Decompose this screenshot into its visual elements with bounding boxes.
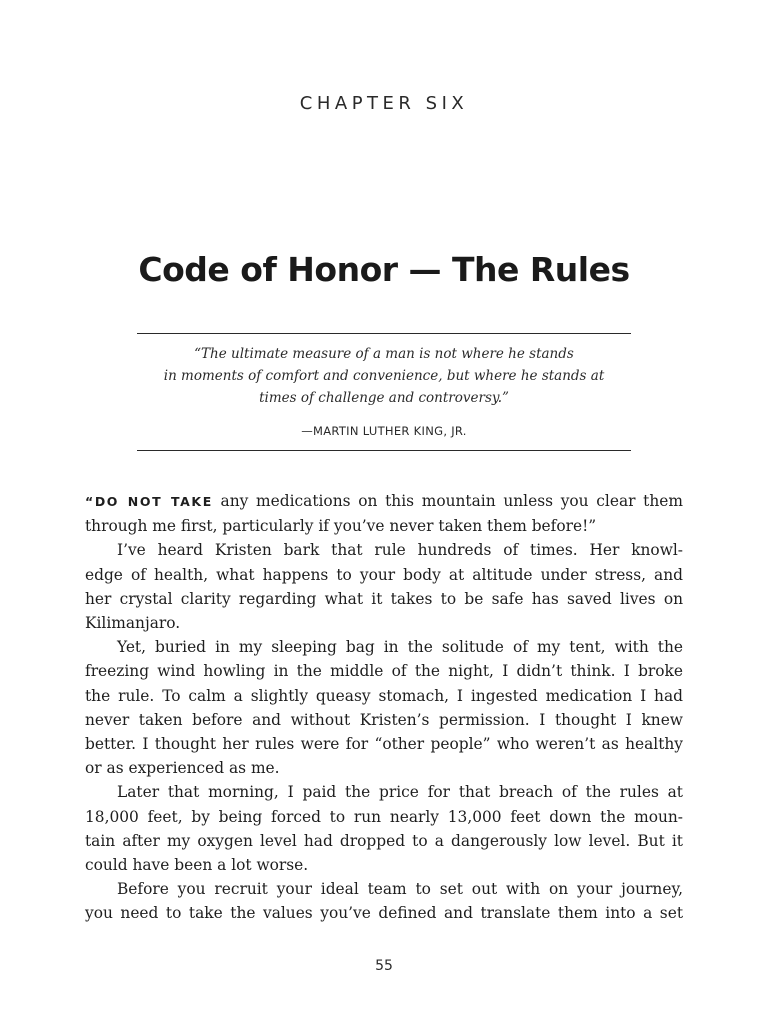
paragraph-line: through me first, particularly if you’ve never taken them before!” (85, 517, 597, 536)
chapter-label: CHAPTER SIX (299, 93, 469, 114)
page-number: 55 (375, 958, 393, 974)
line-text: any medications on this mountain unless you clear them (212, 492, 683, 510)
body-text (85, 489, 683, 926)
paragraph-line: the rule. To calm a slightly queasy stomach, I ingested medication I had (85, 686, 683, 705)
epigraph-line: “The ultimate measure of a man is not where he stands (194, 346, 574, 362)
epigraph-quote (137, 343, 631, 409)
epigraph (137, 333, 631, 451)
epigraph-attribution: —MARTIN LUTHER KING, JR. (301, 424, 467, 438)
paragraph-line: never taken before and without Kristen’s permission. I thought I knew (85, 710, 683, 729)
paragraph-line: tain after my oxygen level had dropped to a dangerously low level. But it (85, 831, 683, 850)
paragraph-line: could have been a lot worse. (85, 856, 309, 875)
paragraph-line: better. I thought her rules were for “other people” who weren’t as healthy (85, 735, 683, 754)
paragraph-line: or as experienced as me. (85, 759, 280, 778)
paragraph-line (85, 489, 683, 514)
paragraph-line: edge of health, what happens to your body at altitude under stress, and (85, 565, 683, 584)
paragraph-line: Later that morning, I paid the price for that breach of the rules at (117, 783, 683, 802)
paragraph-line: I’ve heard Kristen bark that rule hundreds of times. Her knowl- (117, 541, 683, 560)
paragraph-line: her crystal clarity regarding what it takes to be safe has saved lives on (85, 589, 683, 608)
paragraph-line: you need to take the values you’ve defined and translate them into a set (85, 904, 683, 923)
chapter-title: Code of Honor — The Rules (138, 250, 630, 289)
paragraph-line: Kilimanjaro. (85, 614, 181, 633)
paragraph-line: Before you recruit your ideal team to set out with on your journey, (117, 880, 683, 899)
paragraph-line: freezing wind howling in the middle of the night, I didn’t think. I broke (85, 662, 683, 681)
paragraph-line: 18,000 feet, by being forced to run nearly 13,000 feet down the moun- (85, 807, 683, 826)
paragraph-line: Yet, buried in my sleeping bag in the solitude of my tent, with the (117, 638, 683, 657)
lead-in-small-caps: “DO NOT TAKE (85, 494, 213, 509)
epigraph-line: in moments of comfort and convenience, but where he stands at (163, 368, 605, 384)
epigraph-line: times of challenge and controversy.” (259, 390, 509, 406)
